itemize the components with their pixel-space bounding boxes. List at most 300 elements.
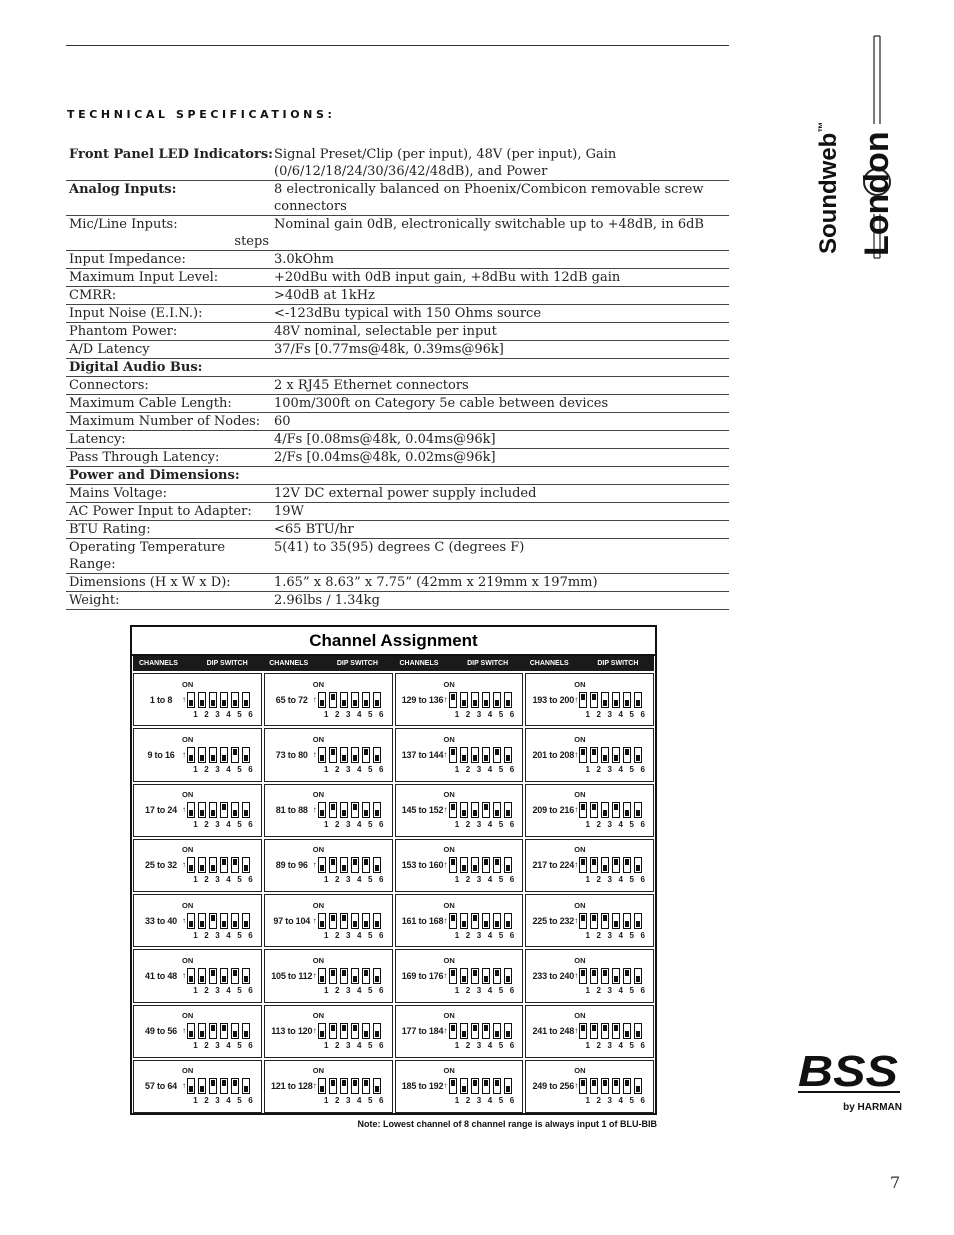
spec-value [274,146,729,180]
dip-switch-knob [200,1031,204,1037]
spec-row [66,287,729,305]
dip-switch-number: 4 [487,820,493,830]
dip-switch-knob [320,976,324,982]
dip-switch-knob [636,755,640,761]
channel-range: 145 to 152 [401,805,444,816]
dip-switch [182,787,258,833]
dip-switch-numbers [190,986,256,995]
spec-value-text: 19W [274,504,304,519]
dip-switch-knob [364,1031,368,1037]
spec-value-text: <65 BTU/hr [274,522,354,537]
dip-switch-toggle [242,747,250,763]
channel-cell [525,1005,654,1058]
channel-range: 169 to 176 [401,970,444,981]
dip-switch-toggle [504,802,512,818]
dip-switch-number: 2 [596,930,601,940]
spec-label [66,359,274,376]
dip-switch-toggle [634,692,642,708]
on-arrow-icon: ↑ [574,1026,579,1036]
dip-switch-toggle [601,1078,609,1094]
dip-switch-number: 5 [368,820,373,830]
dip-switch-knob [331,804,335,810]
page-number: 7 [890,1173,901,1192]
dip-switch-toggle [449,968,457,984]
dip-switch-toggle [242,968,250,984]
dip-switch-number: 3 [346,1041,351,1051]
dip-switch-bank [182,1078,253,1094]
dip-switch-number: 6 [509,875,515,885]
dip-switch-number: 1 [193,930,198,940]
dip-switch-knob [603,1025,607,1031]
dip-switch-knob [189,700,193,706]
on-arrow-icon: ↑ [574,694,579,704]
dip-switch-number: 4 [487,764,493,774]
dip-switch-number: 3 [476,820,482,830]
dip-switch-knob [495,810,499,816]
dip-switch-number: 4 [226,820,231,830]
dip-switch-number: 1 [193,1096,198,1106]
dip-switch-toggle [504,913,512,929]
dip-on-label: ON [443,900,455,910]
header-channels: CHANNELS [529,660,569,667]
dip-switch-knob [462,921,466,927]
dip-switch-toggle [373,857,381,873]
dip-switch-toggle [198,1078,206,1094]
dip-switch-knob [495,859,499,865]
spec-value [274,377,729,394]
spec-row [66,539,729,574]
dip-switch-knob [364,810,368,816]
channel-cell [264,1060,393,1113]
spec-label-text: Input Noise (E.I.N.): [69,306,203,321]
dip-switch-number: 4 [487,930,493,940]
dip-switch-knob [331,694,335,700]
dip-switch-knob [353,804,357,810]
dip-switch-knob [484,804,488,810]
dip-switch-number: 4 [226,930,231,940]
channel-cell [525,728,654,781]
dip-switch-toggle [209,1023,217,1039]
dip-switch-toggle [623,747,631,763]
spec-label-text: Dimensions (H x W x D): [69,575,231,590]
dip-switch-toggle [612,692,620,708]
dip-switch-knob [189,810,193,816]
channel-range: 49 to 56 [145,1026,177,1037]
channel-cell [395,1060,524,1113]
dip-switch-knob [451,1025,455,1031]
spec-value [274,449,729,466]
column-header [263,656,393,682]
dip-switch-knob [581,1080,585,1086]
dip-switch-toggle [318,1023,326,1039]
dip-switch-bank [313,913,384,929]
dip-switch-knob [364,1080,368,1086]
dip-switch-bank [444,692,515,708]
spec-value-text: >40dB at 1kHz [274,288,375,303]
dip-switch-number: 2 [204,985,209,995]
dip-switch-toggle [471,1023,479,1039]
dip-switch-knob [614,859,618,865]
channel-range: 121 to 128 [270,1081,313,1092]
dip-switch-number: 4 [226,1041,231,1051]
dip-switch-knob [244,1031,248,1037]
spec-value-text: 37/Fs [0.77ms@48k, 0.39ms@96k] [274,342,504,357]
dip-switch-knob [462,1086,466,1092]
dip-switch-number: 4 [618,1096,623,1106]
channel-range: 193 to 200 [532,694,575,705]
dip-switch-number: 4 [357,985,362,995]
dip-switch-toggle [198,747,206,763]
dip-switch [182,1008,258,1054]
dip-switch-knob [636,921,640,927]
dip-switch-knob [603,810,607,816]
dip-switch-toggle [351,1078,359,1094]
dip-switch-knob [375,700,379,706]
dip-switch-number: 1 [324,930,329,940]
dip-switch-number: 2 [335,709,340,719]
dip-switch-knob [342,1025,346,1031]
dip-switch-toggle [612,747,620,763]
dip-switch-toggle [601,747,609,763]
dip-switch-numbers [452,875,518,884]
bss-logo-mark: BSS [798,1047,898,1096]
dip-switch-knob [614,755,618,761]
dip-switch-toggle [209,692,217,708]
on-arrow-icon: ↑ [443,694,448,704]
dip-switch-toggle [209,747,217,763]
dip-switch-numbers [582,1041,648,1050]
dip-switch-number: 6 [379,1041,384,1051]
dip-switch-number: 4 [357,930,362,940]
dip-switch-number: 1 [454,930,460,940]
dip-switch-toggle [634,747,642,763]
dip-switch-toggle [351,1023,359,1039]
dip-switch-knob [342,700,346,706]
dip-switch-number: 3 [346,709,351,719]
dip-on-label: ON [312,679,324,689]
channel-cell [133,894,262,947]
channel-cell [133,728,262,781]
dip-switch-knob [342,755,346,761]
dip-on-label: ON [574,734,586,744]
dip-switch-toggle [579,802,587,818]
dip-switch-knob [375,1086,379,1092]
dip-switch-knob [614,804,618,810]
dip-switch-number: 4 [226,875,231,885]
dip-switch-knob [581,915,585,921]
dip-switch-knob [320,700,324,706]
dip-switch-knob [484,1025,488,1031]
spec-label-text: Maximum Input Level: [69,270,219,285]
channel-cell [395,784,524,837]
dip-on-label: ON [443,679,455,689]
dip-switch-number: 1 [585,1041,590,1051]
channel-assignment-note: Note: Lowest channel of 8 channel range is always input 1 of BLU-BIB [357,1119,657,1129]
dip-switch-knob [200,755,204,761]
dip-switch-toggle [601,692,609,708]
channel-range: 65 to 72 [275,694,308,705]
dip-switch-bank [182,692,253,708]
channel-cell [264,839,393,892]
dip-switch-numbers [190,820,256,829]
on-arrow-icon: ↑ [182,860,186,870]
spec-label [66,539,274,573]
dip-switch-knob [222,755,226,761]
dip-switch-number: 6 [248,820,253,830]
on-arrow-icon: ↑ [574,805,579,815]
dip-switch-knob [320,755,324,761]
dip-switch-number: 6 [509,985,515,995]
dip-switch-bank [182,1023,253,1039]
channel-range: 201 to 208 [532,749,575,760]
dip-switch-toggle [601,802,609,818]
dip-on-label: ON [182,679,194,689]
dip-switch-toggle [482,857,490,873]
dip-switch-toggle [220,913,228,929]
dip-switch-number: 6 [248,709,253,719]
dip-switch-number: 5 [498,820,504,830]
dip-switch-knob [495,700,499,706]
spec-value [274,323,729,340]
spec-value [274,485,729,502]
dip-switch-number: 6 [379,764,384,774]
dip-switch-toggle [634,968,642,984]
spec-label [66,521,274,538]
dip-switch-number: 1 [585,820,590,830]
dip-switch [443,677,520,723]
dip-switch-number: 3 [346,820,351,830]
dip-switch-toggle [220,1023,228,1039]
dip-switch-knob [484,921,488,927]
dip-switch-number: 6 [509,764,515,774]
dip-switch-toggle [449,1023,457,1039]
dip-on-label: ON [182,790,194,800]
dip-switch-number: 3 [346,1096,351,1106]
dip-switch-number: 6 [640,875,645,885]
dip-switch [574,953,650,999]
dip-switch-toggle [579,1023,587,1039]
dip-switch-number: 3 [215,1041,220,1051]
dip-switch-knob [375,976,379,982]
dip-switch-number: 4 [357,1096,362,1106]
dip-on-label: ON [312,845,324,855]
spec-row [66,377,729,395]
dip-switch-number: 6 [509,1041,515,1051]
channel-assignment-headers [133,656,654,682]
dip-switch-toggle [318,968,326,984]
spec-value-text: 2/Fs [0.04ms@48k, 0.02ms@96k] [274,450,496,465]
dip-switch-knob [211,755,215,761]
spec-label [66,467,274,484]
dip-switch-bank [182,747,253,763]
spec-label-text: BTU Rating: [69,522,151,537]
dip-switch-number: 3 [346,764,351,774]
dip-switch-knob [244,755,248,761]
dip-switch-toggle [482,1023,490,1039]
dip-switch-knob [484,700,488,706]
dip-switch-toggle [612,802,620,818]
channel-cell [525,673,654,726]
dip-switch-numbers [582,710,648,719]
spec-value [274,413,729,430]
dip-switch-number: 5 [368,930,373,940]
spec-label [66,592,274,609]
channel-assignment-table [130,625,657,1115]
channel-cell [264,1005,393,1058]
dip-switch-toggle [482,913,490,929]
dip-switch-toggle [187,1023,195,1039]
dip-switch-number: 2 [335,985,340,995]
dip-switch-number: 6 [640,764,645,774]
dip-switch-number: 1 [324,764,329,774]
dip-switch-toggle [493,802,501,818]
channel-cell [133,673,262,726]
dip-switch-number: 3 [215,930,220,940]
dip-switch-numbers [582,875,648,884]
header-dip-switch-settings: DIP SWITCH SETTINGS [597,660,639,682]
spec-value [274,251,729,268]
dip-switch-toggle [471,1078,479,1094]
dip-switch-knob [451,1080,455,1086]
dip-switch-knob [320,865,324,871]
dip-switch-toggle [579,857,587,873]
dip-switch-toggle [231,692,239,708]
dip-switch-number: 3 [476,1041,482,1051]
spec-value [274,467,729,484]
dip-switch-number: 4 [487,1041,493,1051]
dip-switch-knob [320,1086,324,1092]
dip-switch-knob [331,749,335,755]
dip-switch-knob [189,921,193,927]
spec-value [274,503,729,520]
dip-switch-knob [342,970,346,976]
dip-switch-bank [182,913,253,929]
dip-switch-toggle [231,913,239,929]
dip-switch-knob [320,810,324,816]
spec-label [66,485,274,502]
on-arrow-icon: ↑ [182,1081,186,1091]
channel-range: 185 to 192 [401,1081,444,1092]
dip-switch-toggle [612,1078,620,1094]
dip-switch [182,1063,258,1109]
spec-label-text: Latency: [69,432,126,447]
dip-switch-toggle [187,802,195,818]
dip-switch-number: 6 [640,930,645,940]
dip-switch-toggle [351,747,359,763]
dip-switch-toggle [373,802,381,818]
dip-switch-number: 3 [346,930,351,940]
dip-switch-toggle [623,1078,631,1094]
spec-label-text: A/D Latency [69,342,150,357]
dip-switch-bank [313,1023,384,1039]
dip-switch-toggle [329,747,337,763]
dip-switch-knob [636,700,640,706]
dip-switch-number: 2 [335,764,340,774]
dip-switch-number: 1 [324,1096,329,1106]
dip-switch-knob [353,1025,357,1031]
spec-row [66,395,729,413]
dip-switch-knob [331,1080,335,1086]
dip-switch-bank [574,802,645,818]
dip-switch-toggle [623,692,631,708]
dip-switch-toggle [198,968,206,984]
dip-switch-knob [592,749,596,755]
dip-switch-number: 5 [629,764,634,774]
on-arrow-icon: ↑ [312,1081,317,1091]
dip-switch-number: 3 [215,709,220,719]
dip-switch [574,677,650,723]
dip-switch-knob [189,865,193,871]
dip-switch-number: 6 [379,820,384,830]
spec-value-text: 12V DC external power supply included [274,486,537,501]
dip-switch-number: 5 [368,1096,373,1106]
channel-range: 153 to 160 [401,860,444,871]
spec-label-text: Operating Temperature Range: [69,540,226,572]
dip-switch-number: 1 [193,820,198,830]
dip-on-label: ON [574,790,586,800]
dip-switch-number: 5 [629,1096,634,1106]
dip-on-label: ON [574,1066,586,1076]
channel-range: 1 to 8 [149,694,173,705]
dip-switch-toggle [460,1078,468,1094]
dip-switch-toggle [340,968,348,984]
dip-switch-toggle [460,802,468,818]
dip-switch-knob [189,1031,193,1037]
dip-switch-knob [233,700,237,706]
dip-switch-knob [592,859,596,865]
dip-switch-number: 1 [324,985,329,995]
dip-switch-knob [233,1031,237,1037]
spec-row [66,592,729,610]
spec-label [66,341,274,358]
dip-switch-knob [451,970,455,976]
spec-label-text: Front Panel LED Indicators: [69,147,273,162]
dip-switch-number: 5 [629,875,634,885]
dip-switch [443,953,520,999]
on-arrow-icon: ↑ [574,1081,579,1091]
dip-switch-knob [462,1031,466,1037]
channel-range: 225 to 232 [532,915,575,926]
dip-switch-numbers [190,710,256,719]
dip-switch-number: 2 [204,764,209,774]
dip-switch-knob [603,865,607,871]
dip-switch-knob [506,976,510,982]
spec-label [66,503,274,520]
dip-switch-bank [444,802,515,818]
dip-switch-knob [581,859,585,865]
dip-switch-number: 4 [357,709,362,719]
dip-switch-numbers [452,1041,518,1050]
dip-switch-toggle [351,913,359,929]
channel-cell [264,673,393,726]
dip-switch-toggle [318,1078,326,1094]
dip-switch-toggle [318,802,326,818]
spec-row [66,413,729,431]
dip-switch-toggle [340,747,348,763]
dip-switch-number: 5 [498,985,504,995]
channel-cell [395,839,524,892]
dip-switch-toggle [612,1023,620,1039]
dip-switch-knob [473,915,477,921]
on-arrow-icon: ↑ [312,860,317,870]
channel-range: 249 to 256 [532,1081,575,1092]
dip-switch-number: 6 [248,985,253,995]
on-arrow-icon: ↑ [443,915,448,925]
dip-switch-knob [451,694,455,700]
dip-switch-toggle [504,968,512,984]
dip-switch-knob [592,804,596,810]
dip-switch-knob [189,1086,193,1092]
